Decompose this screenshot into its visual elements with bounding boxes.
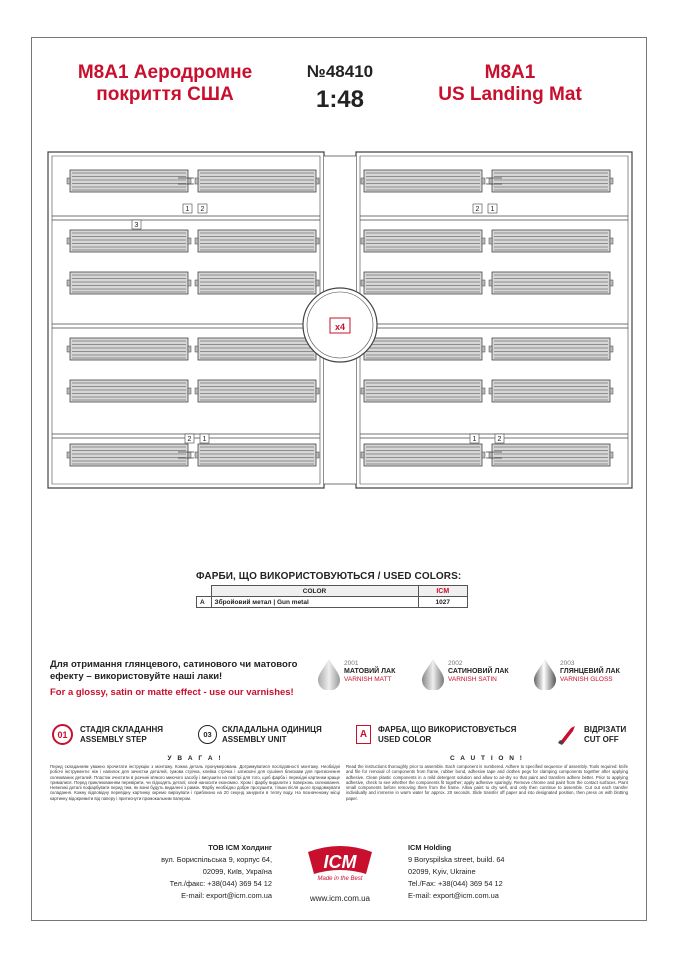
table-row: A Збройовий метал | Gun metal 1027 — [197, 597, 468, 608]
icm-header: ICM — [418, 586, 468, 597]
part-label: 3 — [134, 222, 139, 229]
catalog-number: №48410 — [306, 62, 374, 81]
catalog-block — [280, 62, 400, 115]
colors-table — [196, 585, 468, 608]
caution-title-ua: У В А Г А ! — [167, 755, 223, 762]
colors-title: ФАРБИ, ЩО ВИКОРИСТОВУЮТЬСЯ / USED COLORS: — [196, 571, 462, 582]
drop-icon — [420, 658, 446, 690]
part-label: 1 — [185, 206, 190, 213]
part-label: 1 — [472, 436, 477, 443]
sprue-diagram — [40, 148, 640, 498]
address-ua: ТОВ ICM Холдинг вул. Бориспільська 9, корпус 64, 02099, Київ, Україна Тел./факс: +38(044) 369 54 12 E-mail: export@icm.com.ua — [161, 843, 272, 900]
part-label: 2 — [497, 436, 502, 443]
varnish-matt — [316, 658, 342, 695]
caution-title-en: C A U T I O N ! — [450, 755, 524, 762]
part-label: 2 — [475, 206, 480, 213]
part-label: 2 — [187, 436, 192, 443]
address-en: ICM Holding 9 Boryspilska street, build. 64 02099, Kyiv, Ukraine Tel./Fax: +38(044) 369 54 12 E-mail: export@icm.com.ua — [408, 843, 505, 900]
varnish-promo: Для отримання глянцевого, сатинового чи матового ефекту – використовуйте наші лаки! For a glossy, satin or matte effect - use our varnishes! — [50, 659, 298, 698]
caution-text-en: Read the instructions thoroughly prior to assemble. Each component is numbered. Adhere to specified sequence of assembly. Tools required: knife and file for removal of components from frame, rubber bond, adhesive tape and clothes pegs for clamping components together after applying adhesive. Clean plastic components in a mild detergent solution and allow to air-dry so that paint and transfers adhere better. Prior to applying adhesive, check to see whether the components fit together; apply adhesive sparingly. Remove chrome and paint from the contact surfaces. Paint small components before removing them from the frame. Allow paint to dry well, and only then continue to assemble. Cut out each transfer individually and immerse in warm water for approx. 20 seconds. Slide transfer off paper and into designated position, then press on with blotting paper. — [346, 764, 628, 801]
varnish-gloss — [532, 658, 558, 695]
drop-icon — [316, 658, 342, 690]
color-header: COLOR — [211, 586, 418, 597]
title-ua: M8A1 Аеродромне покриття США — [77, 62, 253, 105]
part-label: 1 — [202, 436, 207, 443]
part-label: 2 — [200, 206, 205, 213]
multiplier-label: x4 — [334, 322, 346, 332]
caution-text-ua: Перед складанням уважно прочитати інструкцію з монтажу. Кожна деталь пронумерована. Дотримуватися послідовності монтажу. Необхідні робочі інструменти: ніж і напилок для зачистки деталей, гумова стрічка, клейка стрічка і затискачі для сушіння блискави для притиснення склеюваних деталей. Пластик очистити в розчині м'якого миючого засобу і висушити на повітрі для того, щоб фарба і перехідні картинки краще трималися. Перед приклеюванням перевірити, чи підходять деталі; клей наносити економно. Хром і фарбу видалити з поверхонь склеювання. Невеликі деталі пофарбувати перед тим, як вони будуть видалені з рамок. Фарбу необхідно добре просушити, тільки після цього продовжувати складання. Кожну відповідну перевідну картинку окремо вирізувати і приблизно на 20 секунд занурити в теплу воду. На позначеному місці картинку відокремити від паперу і притиснути промокальним папером. — [50, 764, 340, 801]
used-color-icon: A — [356, 725, 371, 744]
assembly-step-icon: 01 — [52, 724, 73, 745]
varnish-satin — [420, 658, 446, 695]
knife-icon — [556, 722, 578, 746]
part-label: 1 — [490, 206, 495, 213]
assembly-unit-icon: 03 — [198, 725, 217, 744]
scale: 1:48 — [315, 86, 365, 113]
website-link[interactable]: www.icm.com.ua — [309, 894, 370, 903]
drop-icon — [532, 658, 558, 690]
title-en: M8A1 US Landing Mat — [438, 62, 582, 105]
icm-logo: ICM Made in the Best www.icm.com.ua — [290, 842, 390, 903]
